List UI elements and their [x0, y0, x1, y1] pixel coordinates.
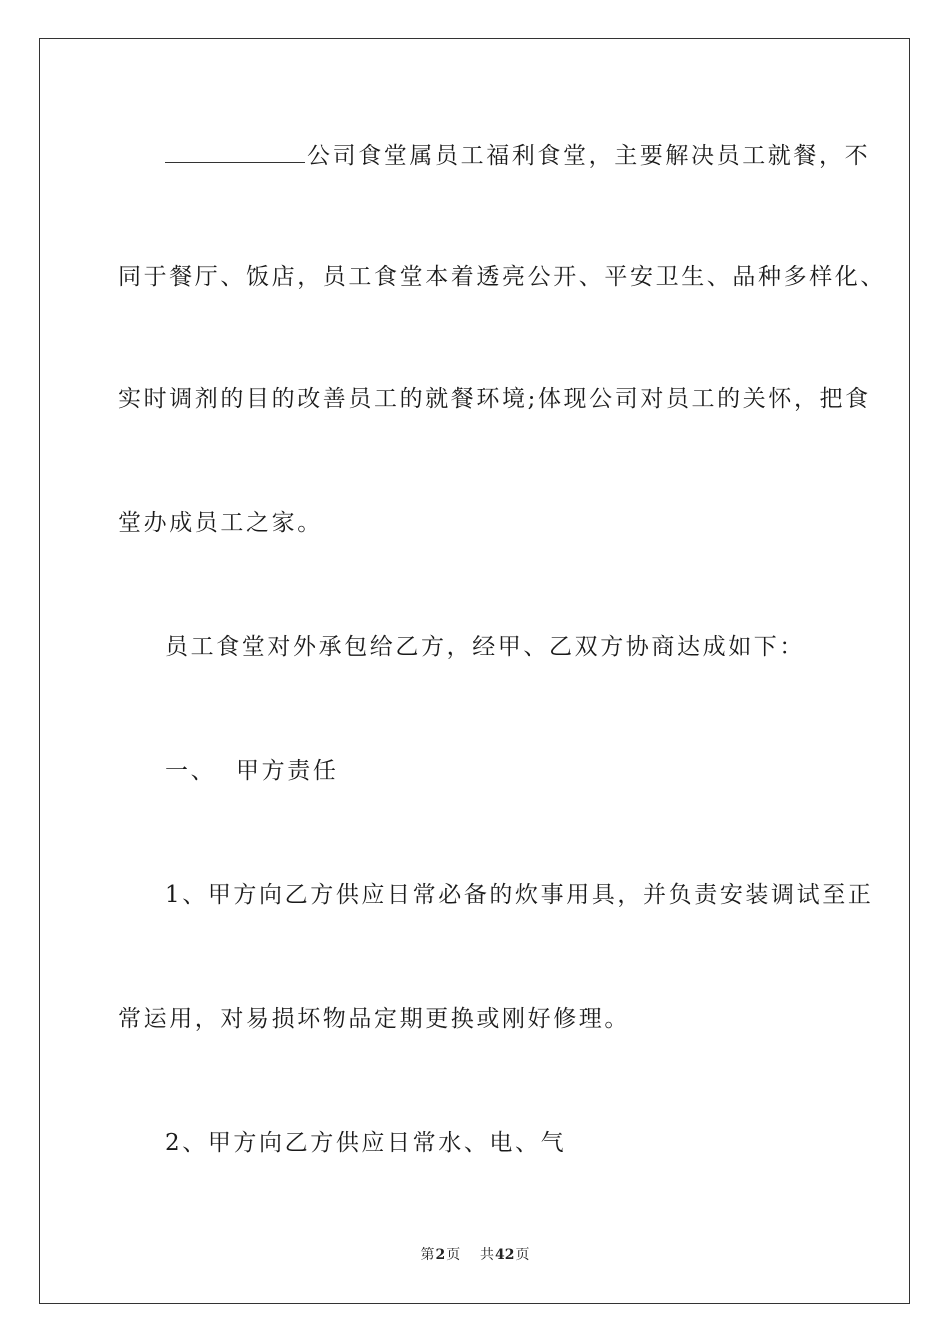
- item-1-line-2: 常运用，对易损坏物品定期更换或刚好修理。: [118, 1006, 630, 1032]
- footer-page-suffix: 页: [446, 1247, 461, 1263]
- item-1-line-1: 1、甲方向乙方供应日常必备的炊事用具，并负责安装调试至正: [165, 882, 874, 908]
- footer-total-pages: 42: [495, 1247, 515, 1263]
- footer-page-prefix: 第: [420, 1247, 435, 1263]
- paragraph-1-line-3: 实时调剂的目的改善员工的就餐环境;体现公司对员工的关怀，把食: [118, 386, 871, 412]
- paragraph-1-line-1: [165, 138, 885, 171]
- blank-underline: [165, 138, 305, 163]
- page-footer: [0, 1244, 950, 1264]
- paragraph-2: 员工食堂对外承包给乙方，经甲、乙双方协商达成如下：: [165, 634, 805, 660]
- paragraph-1-line-4: 堂办成员工之家。: [118, 510, 323, 536]
- page-frame: [39, 38, 910, 1304]
- footer-page-number: 2: [435, 1247, 446, 1263]
- paragraph-1-line-2: 同于餐厅、饭店，员工食堂本着透亮公开、平安卫生、品种多样化、: [118, 264, 886, 290]
- footer-total-suffix: 页: [515, 1247, 530, 1263]
- paragraph-1-line-1-text: 公司食堂属员工福利食堂，主要解决员工就餐，不: [307, 143, 871, 169]
- item-2: 2、甲方向乙方供应日常水、电、气: [165, 1130, 567, 1156]
- footer-total-prefix: 共: [480, 1247, 495, 1263]
- section-1-heading: 一、 甲方责任: [165, 758, 339, 784]
